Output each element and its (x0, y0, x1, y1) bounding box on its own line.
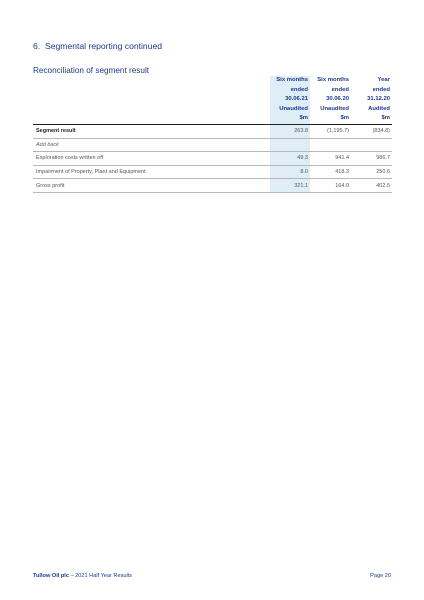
column-header-line: 30.06.20 (326, 96, 349, 103)
cell-value: 402.5 (351, 179, 392, 193)
column-header-line: 30.06.21 (285, 96, 308, 103)
column-header-line: $m (299, 115, 308, 122)
column-header-line: Year (377, 77, 390, 83)
section-number: 6. (33, 41, 41, 51)
column-header-line: ended (290, 86, 308, 93)
cell-value: 321.1 (270, 179, 310, 193)
table-row (33, 165, 392, 179)
header-label-cell (33, 76, 270, 124)
cell-value: 986.7 (351, 152, 392, 166)
row-label: Segment result (33, 124, 270, 138)
column-header-line: Unaudited (320, 105, 349, 112)
column-header-h1-2021 (270, 76, 310, 124)
row-label: Exploration costs written off (33, 152, 270, 166)
cell-value (351, 138, 392, 152)
cell-value: (834.8) (351, 124, 392, 138)
cell-value (270, 138, 310, 152)
cell-value: 49.3 (270, 152, 310, 166)
cell-value: 263.8 (270, 124, 310, 138)
cell-value: 941.4 (310, 152, 351, 166)
row-label: Impairment of Property, Plant and Equipment (33, 165, 270, 179)
row-label: Gross profit (33, 179, 270, 193)
cell-value: 8.0 (270, 165, 310, 179)
column-header-line: Six months (276, 77, 308, 83)
column-header-h1-2020 (310, 76, 351, 124)
column-header-line: Audited (368, 105, 390, 112)
table-title: Reconciliation of segment result (33, 66, 150, 75)
section-heading (33, 41, 162, 51)
table-row (33, 152, 392, 166)
footer-page-number: Page 20 (370, 573, 391, 579)
footer-document-title (33, 573, 132, 579)
cell-value: 164.0 (310, 179, 351, 193)
cell-value: 250.6 (351, 165, 392, 179)
column-header-line: Six months (317, 77, 349, 83)
column-header-line: Unaudited (279, 105, 308, 112)
table-row (33, 124, 392, 138)
column-header-line: $m (340, 115, 349, 122)
table-row-total (33, 179, 392, 193)
cell-value: 418.3 (310, 165, 351, 179)
column-header-line: ended (372, 86, 390, 93)
column-header-fy-2020 (351, 76, 392, 124)
footer-company: Tullow Oil plc (33, 573, 69, 579)
cell-value: (1,195.7) (310, 124, 351, 138)
row-label: Add back (33, 138, 270, 152)
reconciliation-table (33, 76, 392, 193)
column-header-line: ended (331, 86, 349, 93)
section-title: Segmental reporting continued (45, 41, 163, 51)
column-header-line: 31.12.20 (367, 96, 390, 103)
header-row (33, 76, 392, 124)
table-row (33, 138, 392, 152)
cell-value (310, 138, 351, 152)
column-header-line: $m (381, 115, 390, 122)
footer-report-name: – 2021 Half Year Results (68, 573, 133, 579)
